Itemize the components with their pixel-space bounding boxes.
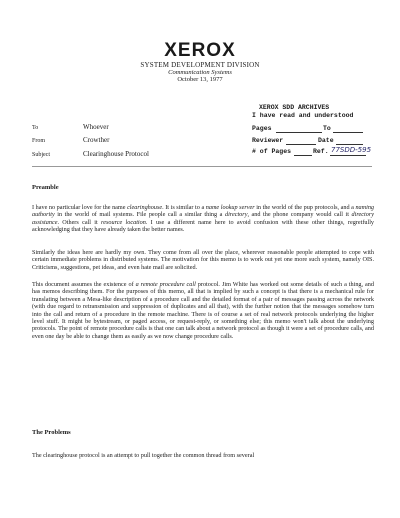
stamp-date-label: Date	[318, 137, 334, 144]
subject-label: Subject	[32, 152, 50, 158]
stamp-to-line	[333, 132, 363, 133]
from-label: From	[32, 138, 46, 144]
stamp-reviewer-label: Reviewer	[252, 137, 284, 144]
section-heading: Preamble	[32, 184, 59, 191]
stamp-ref-line	[330, 155, 366, 156]
division-name: SYSTEM DEVELOPMENT DIVISION	[140, 61, 260, 69]
stamp-num-pages-line	[294, 155, 312, 156]
memo-date: October 13, 1977	[177, 76, 223, 83]
stamp-title: XEROX SDD ARCHIVES	[259, 104, 330, 111]
stamp-ref-label: Ref.	[313, 148, 329, 155]
header-divider	[32, 166, 372, 167]
subject-value: Clearinghouse Protocol	[83, 150, 149, 158]
stamp-pages-label: Pages	[252, 125, 272, 132]
stamp-to-label: To	[323, 125, 331, 132]
stamp-pages-line	[276, 132, 322, 133]
to-value: Whoever	[83, 123, 109, 131]
department-name: Communication Systems	[168, 69, 232, 76]
preamble-paragraph-3: This document assumes the existence of a remote procedure call protocol. Jim White has worked out some details of such a thing, and has memos describing them. For the purposes of this memo, all that is implied by such a concept is that there is a mechanical rule for translating between a Mesa-like description of a procedure call and the detailed format of a pair of messages passing across the network (with due regard to retransmission and suppression of duplicates and all that), with the further notion that the messages somehow turn into the call and return of a procedure in the remote machine. There is of course a set of real network protocols underlying the higher level stuff. It might be bytestream, or paged access, or request-reply, or something else; this memo won't talk about the underlying protocols. The point of remote procedure calls is that one can talk about a network protocol as though it were a set of procedure calls, and even one day be able to change them as easily as we now change procedure calls.	[32, 281, 374, 340]
problems-paragraph-1: The clearinghouse protocol is an attempt to pull together the common thread from several	[32, 452, 255, 459]
preamble-paragraph-2: Similarly the ideas here are hardly my own. They come from all over the place, wherever reasonable people attempted to cope with certain immediate problems in distributed systems. The motivation for this memo is to work out yet one more such system, namely OIS. Criticisms, suggestions, pet ideas, and even hate mail are solicited.	[32, 249, 374, 271]
stamp-subtitle: I have read and understood	[252, 112, 354, 119]
from-value: Crowther	[83, 136, 110, 144]
stamp-reviewer-line	[286, 144, 316, 145]
to-label: To	[32, 125, 39, 131]
preamble-paragraph-1: I have no particular love for the name clearinghouse. It is similar to a name lookup server in the world of the pup protocols, and a naming authority in the world of mail systems. File people call a similar thing a directory, and the phone company would call it directory assistance. Others call it resource location. I use a different name here to avoid confusion with these other things, regretfully acknowledging that they have already taken the better names.	[32, 204, 375, 234]
section-heading: The Problems	[32, 429, 71, 436]
stamp-num-pages-label: # of Pages	[252, 148, 292, 155]
stamp-ref-handwritten: 77SDD-595	[331, 146, 372, 154]
stamp-date-line	[336, 144, 363, 145]
xerox-logo: XEROX	[164, 40, 236, 61]
